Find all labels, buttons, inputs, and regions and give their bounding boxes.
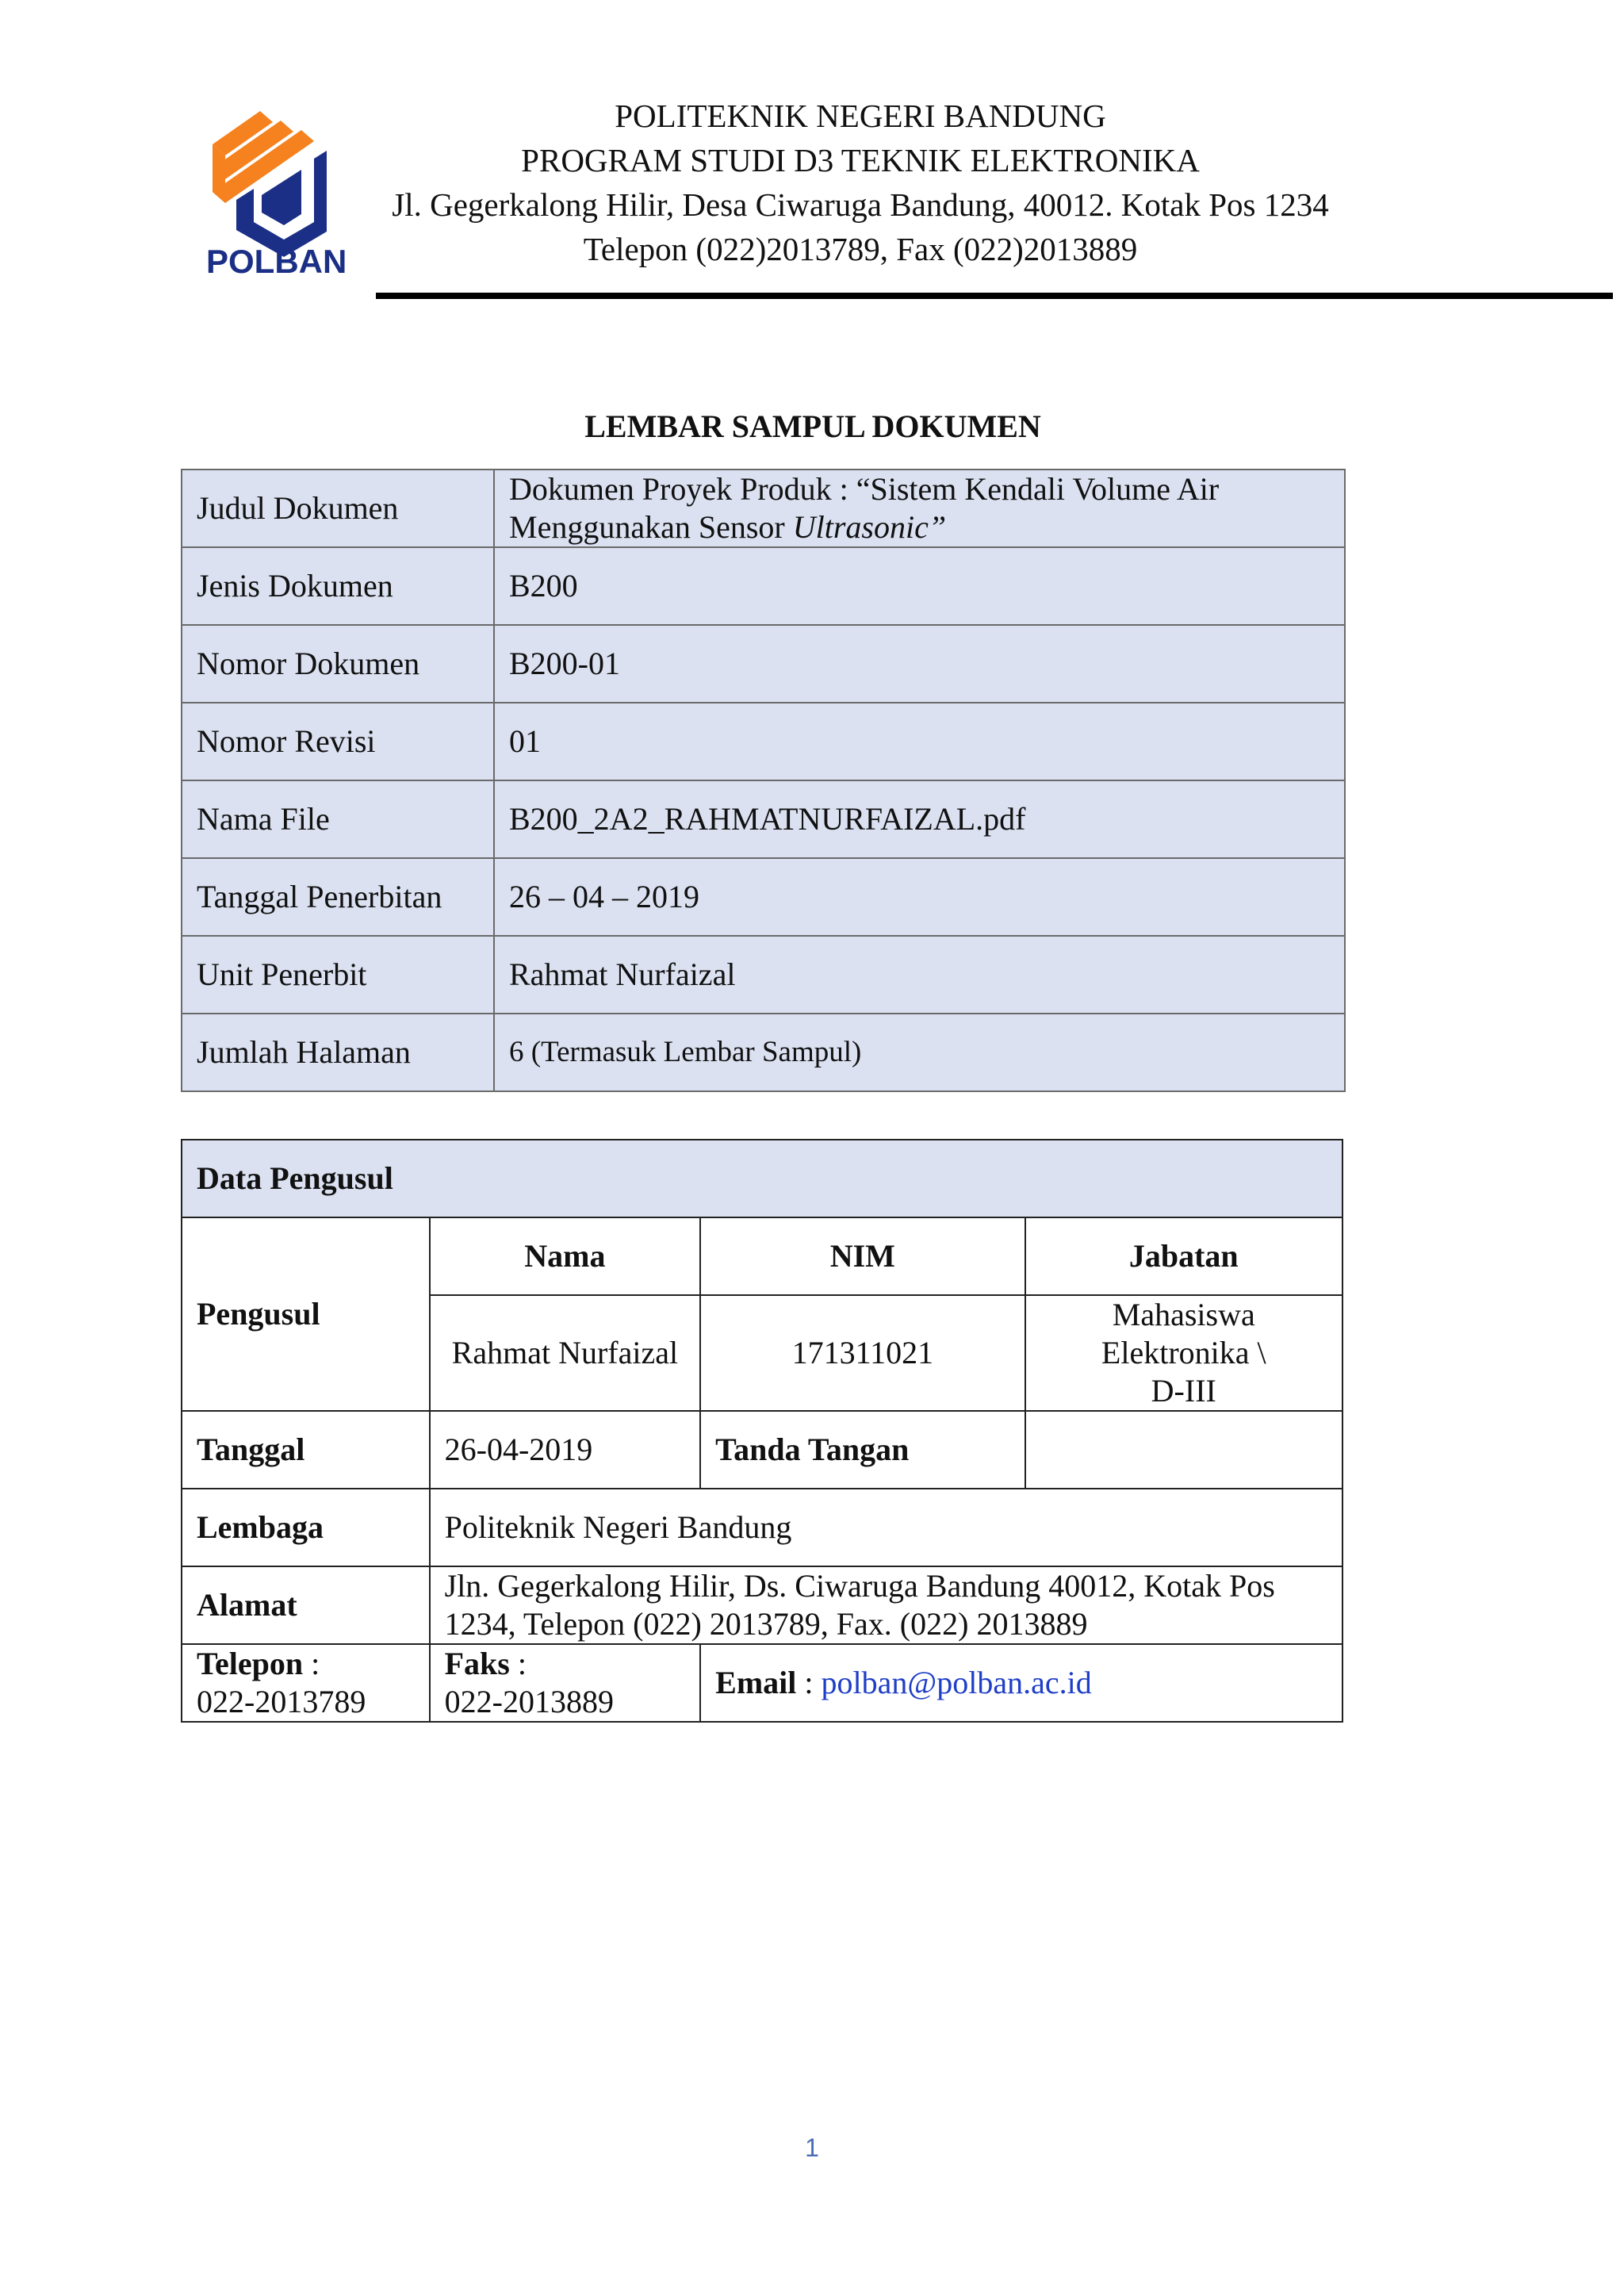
pengusul-label: Pengusul [182, 1217, 430, 1411]
table-row [182, 1014, 1345, 1091]
tanda-tangan-field [1025, 1411, 1342, 1489]
row-value: B200 [494, 547, 1345, 625]
table-row [182, 703, 1345, 780]
institution-header [349, 94, 1372, 271]
row-value-judul [494, 470, 1345, 547]
document-title: LEMBAR SAMPUL DOKUMEN [584, 408, 1041, 444]
row-label: Jumlah Halaman [182, 1014, 494, 1091]
telepon-label: Telepon [197, 1646, 304, 1681]
judul-line-2-italic: Ultrasonic” [792, 509, 947, 545]
row-value: 01 [494, 703, 1345, 780]
tanda-tangan-label: Tanda Tangan [700, 1411, 1025, 1489]
jabatan-line: Mahasiswa [1112, 1297, 1255, 1332]
email-cell [700, 1644, 1342, 1722]
table-row [182, 1411, 1342, 1489]
telepon-value: 022-2013789 [197, 1684, 366, 1719]
jabatan-line: Elektronika \ [1101, 1335, 1266, 1370]
email-colon: : [796, 1665, 814, 1700]
faks-value: 022-2013889 [444, 1684, 614, 1719]
col-header-jabatan: Jabatan [1025, 1217, 1342, 1295]
header-line-phone: Telepon (022)2013789, Fax (022)2013889 [583, 231, 1138, 267]
faks-label: Faks [444, 1646, 510, 1681]
pengusul-jabatan [1025, 1295, 1342, 1411]
row-label: Unit Penerbit [182, 936, 494, 1014]
row-value: 6 (Termasuk Lembar Sampul) [494, 1014, 1345, 1091]
header-line-institution: POLITEKNIK NEGERI BANDUNG [615, 98, 1106, 134]
lembaga-value: Politeknik Negeri Bandung [430, 1489, 1342, 1566]
page-number: 1 [805, 2133, 819, 2162]
email-link[interactable]: polban@polban.ac.id [821, 1665, 1092, 1700]
judul-line-2-text: Menggunakan Sensor [509, 509, 793, 545]
telepon-cell [182, 1644, 430, 1722]
jabatan-line: D-III [1151, 1373, 1216, 1409]
table-row [182, 625, 1345, 703]
alamat-label: Alamat [182, 1566, 430, 1644]
row-label: Judul Dokumen [182, 470, 494, 547]
faks-colon: : [509, 1646, 527, 1681]
tanggal-value: 26-04-2019 [430, 1411, 701, 1489]
col-header-nama: Nama [430, 1217, 701, 1295]
table-row [182, 1644, 1342, 1722]
row-value: 26 – 04 – 2019 [494, 858, 1345, 936]
pengusul-heading: Data Pengusul [182, 1140, 1342, 1217]
lembaga-label: Lembaga [182, 1489, 430, 1566]
pengusul-nim: 171311021 [700, 1295, 1025, 1411]
header-line-program: PROGRAM STUDI D3 TEKNIK ELEKTRONIKA [521, 142, 1200, 178]
pengusul-table [181, 1139, 1343, 1723]
table-row [182, 1489, 1342, 1566]
judul-line-2 [509, 508, 1330, 546]
pengusul-nama: Rahmat Nurfaizal [430, 1295, 701, 1411]
table-row [182, 1217, 1342, 1295]
alamat-value [430, 1566, 1342, 1644]
alamat-line-2: 1234, Telepon (022) 2013789, Fax. (022) 2013889 [444, 1606, 1088, 1642]
table-row [182, 936, 1345, 1014]
row-label: Nama File [182, 780, 494, 858]
table-row [182, 470, 1345, 547]
telepon-label-line [197, 1645, 415, 1683]
header-line-address: Jl. Gegerkalong Hilir, Desa Ciwaruga Bandung, 40012. Kotak Pos 1234 [392, 186, 1329, 223]
row-value: Rahmat Nurfaizal [494, 936, 1345, 1014]
table-row [182, 1566, 1342, 1644]
telepon-colon: : [303, 1646, 320, 1681]
judul-line-1: Dokumen Proyek Produk : “Sistem Kendali Volume Air [509, 471, 1220, 507]
tanggal-label: Tanggal [182, 1411, 430, 1489]
logo-text: POLBAN [206, 243, 347, 280]
row-label: Nomor Revisi [182, 703, 494, 780]
document-info-table [181, 469, 1346, 1092]
email-label: Email [715, 1665, 797, 1700]
row-label: Jenis Dokumen [182, 547, 494, 625]
row-value: B200-01 [494, 625, 1345, 703]
table-row [182, 547, 1345, 625]
table-row [182, 858, 1345, 936]
row-value: B200_2A2_RAHMATNURFAIZAL.pdf [494, 780, 1345, 858]
row-label: Tanggal Penerbitan [182, 858, 494, 936]
header-divider [376, 293, 1613, 299]
col-header-nim: NIM [700, 1217, 1025, 1295]
alamat-line-1: Jln. Gegerkalong Hilir, Ds. Ciwaruga Bandung 40012, Kotak Pos [444, 1568, 1275, 1604]
table-row [182, 780, 1345, 858]
faks-label-line [445, 1645, 686, 1683]
row-label: Nomor Dokumen [182, 625, 494, 703]
faks-cell [430, 1644, 701, 1722]
table-row [182, 1140, 1342, 1217]
